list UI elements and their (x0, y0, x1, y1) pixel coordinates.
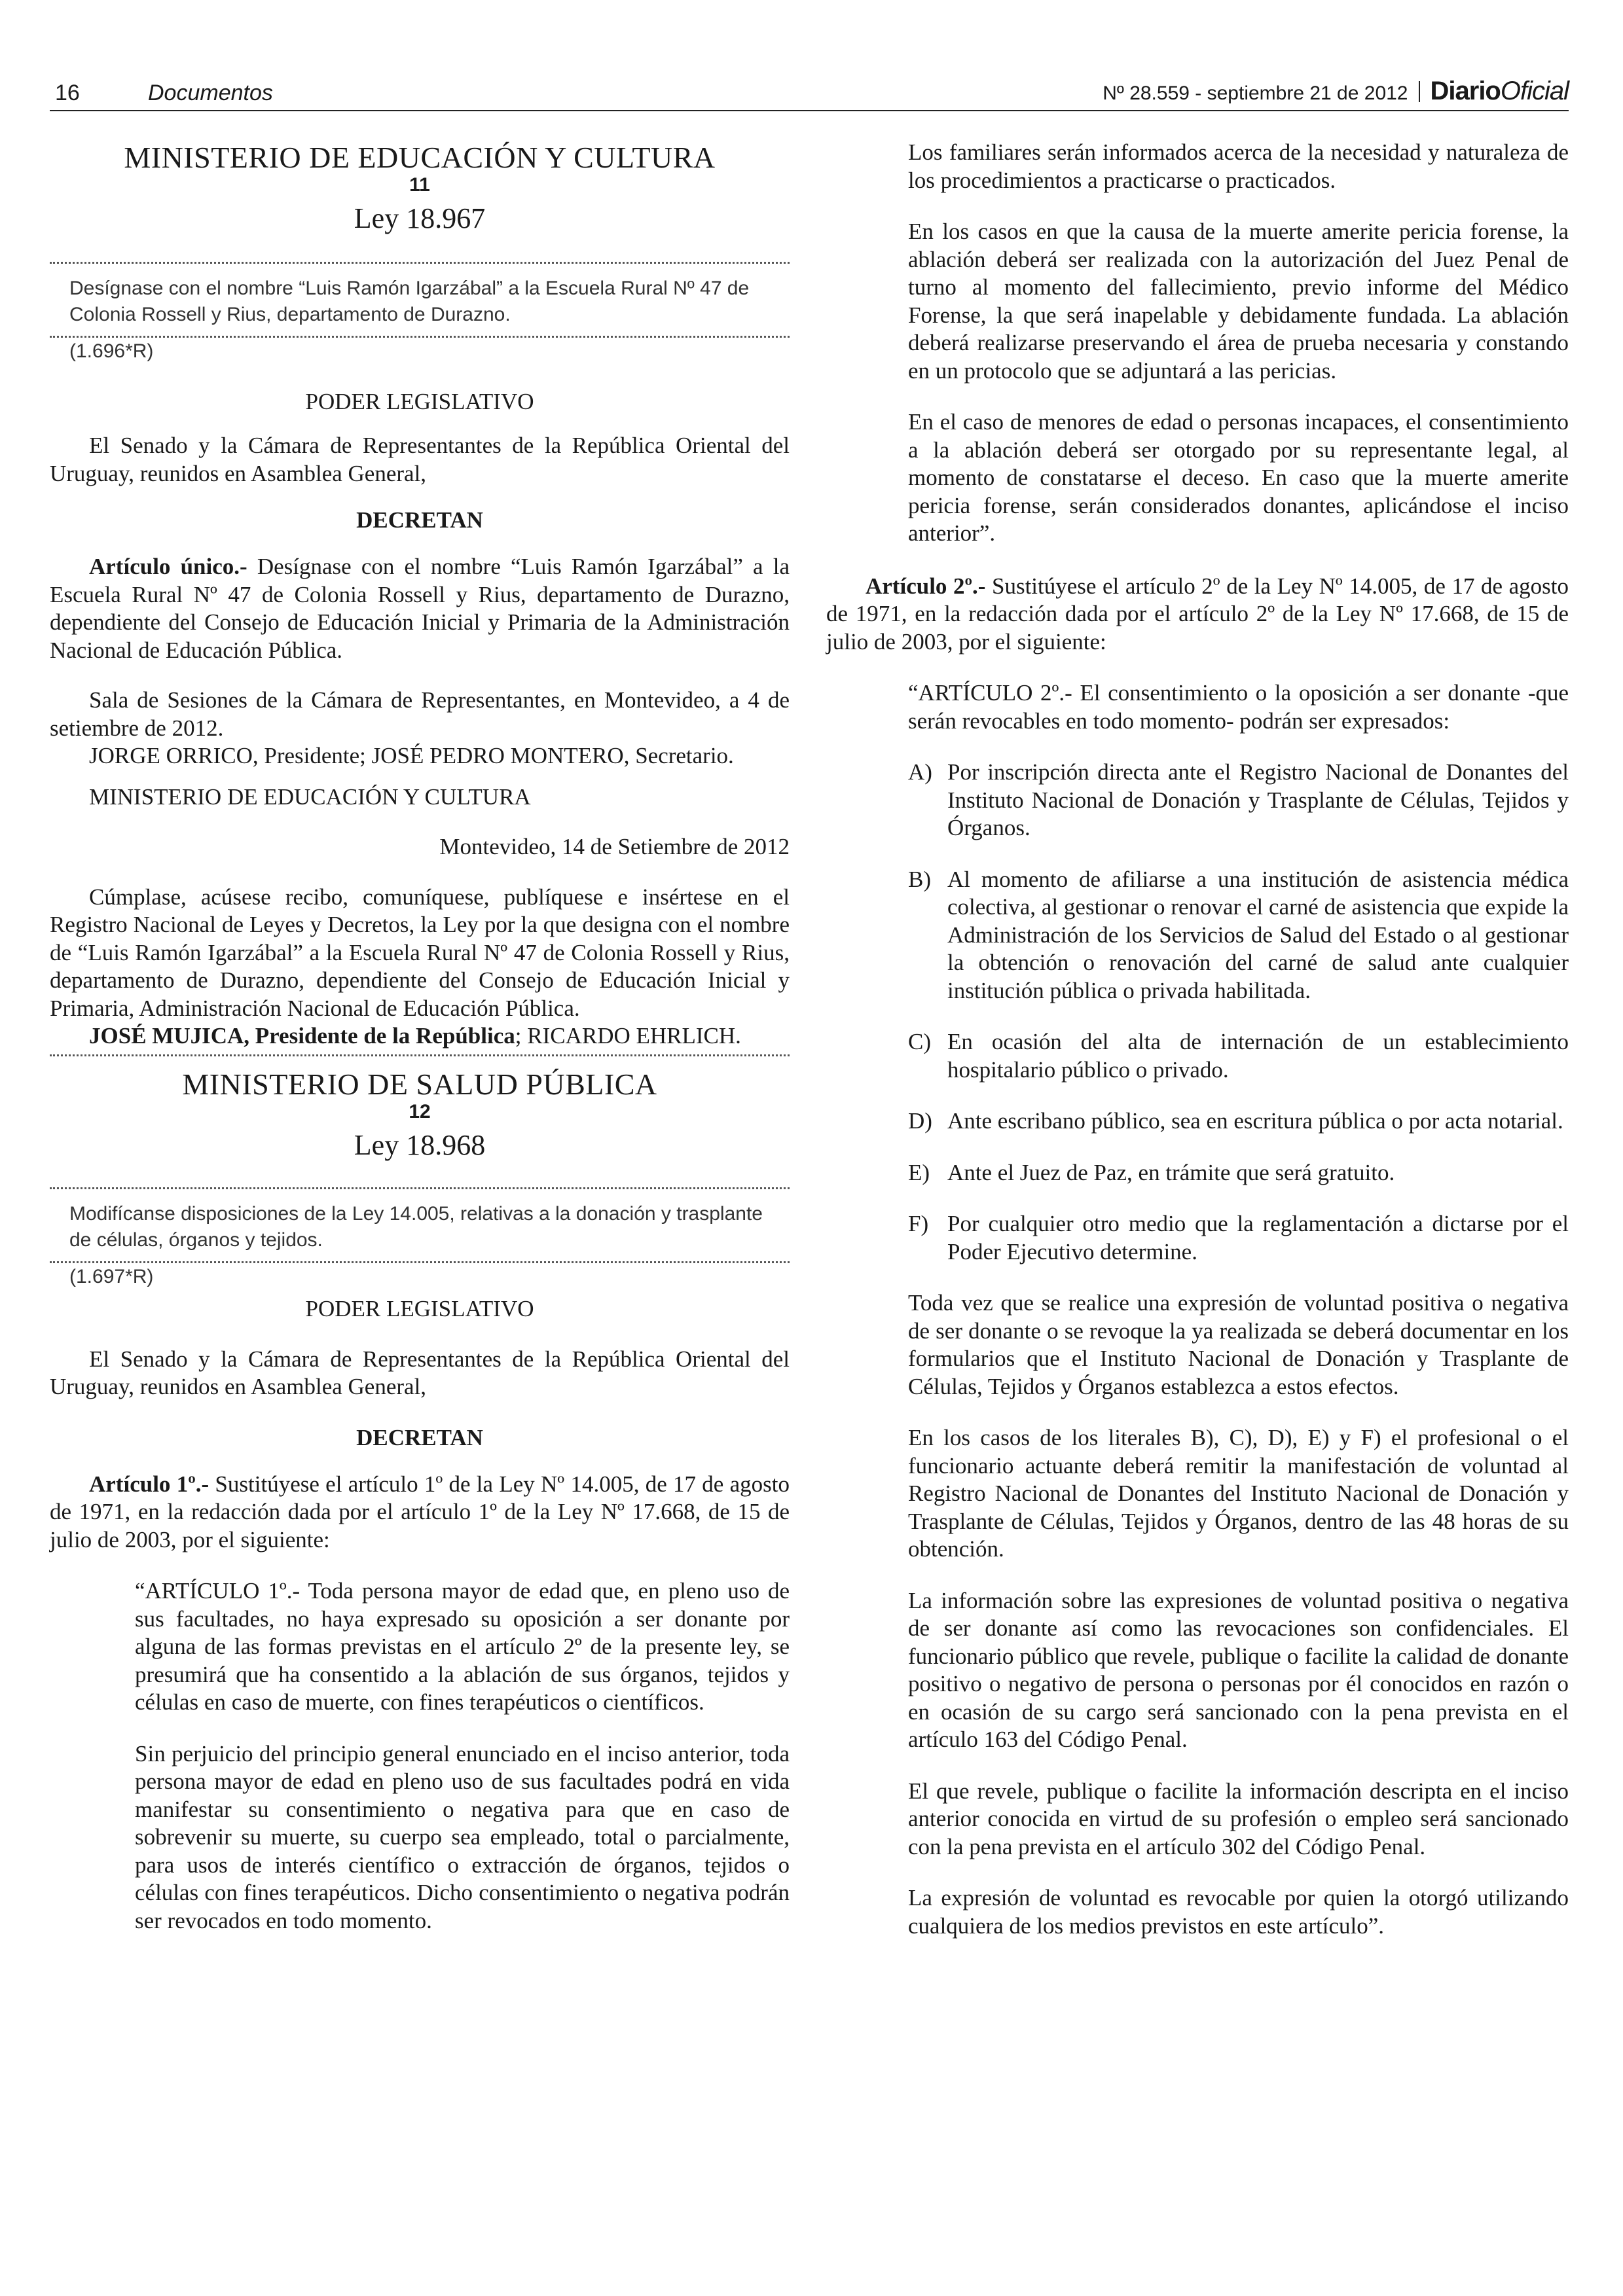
issue-info (1103, 77, 1569, 106)
quote-paragraph: En los casos de los literales B), C), D), E) y F) el profesional o el funcionario actuante deberá remitir la manifestación de voluntad al Registro Nacional de Donantes del Instituto Nacional de Donación y Trasplante de Células, Tejidos y Órganos, dentro de las 48 horas de su obtención. (908, 1425, 1569, 1562)
list-item (908, 1107, 1569, 1136)
left-column (50, 131, 790, 1935)
brand-logo-italic: Oficial (1500, 77, 1569, 105)
law-sequence-number: 12 (409, 1100, 431, 1122)
decretan-heading: DECRETAN (356, 1424, 483, 1450)
right-column (826, 131, 1569, 1940)
law-18968-section (50, 1068, 790, 1935)
article-2-quote (826, 679, 1569, 1940)
list-item-label: B) (908, 866, 931, 892)
article-1 (50, 1471, 790, 1554)
list-item-label: D) (908, 1108, 932, 1134)
preamble: El Senado y la Cámara de Representantes de la República Oriental del Uruguay, reunidos en Asamblea General, (50, 433, 790, 486)
article-2 (826, 573, 1569, 656)
preamble: El Senado y la Cámara de Representantes de la República Oriental del Uruguay, reunidos en Asamblea General, (50, 1346, 790, 1399)
ministry-footer: MINISTERIO DE EDUCACIÓN Y CULTURA (89, 783, 531, 810)
legislative-power-heading: PODER LEGISLATIVO (305, 389, 534, 414)
session-signers: JORGE ORRICO, Presidente; JOSÉ PEDRO MONTERO, Secretario. (89, 743, 734, 768)
quote-paragraph: Sin perjuicio del principio general enunciado en el inciso anterior, toda persona mayor de edad en pleno uso de sus facultades podrá en vida manifestar su consentimiento o negativa para que en caso de sobrevenir su muerte, su cuerpo sea empleado, total o parcialmente, para usos de interés científico o extracción de órganos, tejidos o células con fines terapéuticos. Dicho consentimiento o negativa podrán ser revocados en todo momento. (135, 1740, 790, 1933)
law-summary-box (50, 1187, 790, 1263)
article-text: Desígnase con el nombre “Luis Ramón Igarzábal” a la Escuela Rural Nº 47 de Colonia Rossell y Rius, departamento de Durazno, dependiente del Consejo de Educación Inicial y Primaria de la Administración Nacional de Educación Pública. (50, 554, 790, 663)
article-label: Artículo 1º.- (89, 1471, 210, 1497)
quote-paragraph: “ARTÍCULO 1º.- Toda persona mayor de edad que, en pleno uso de sus facultades, no haya expresado su oposición a ser donante por alguna de las formas previstas en el artículo 2º de la presente ley, se presumirá que ha consentido a la ablación de sus órganos, tejidos y células en caso de muerte, con fines terapéuticos o científicos. (135, 1578, 790, 1715)
law-name: Ley 18.968 (354, 1128, 486, 1161)
article-text: Sustitúyese el artículo 2º de la Ley Nº 14.005, de 17 de agosto de 1971, en la redacción dada por el artículo 2º de la Ley Nº 17.668, de 15 de julio de 2003, por el siguiente: (826, 573, 1569, 655)
law-summary-box (50, 262, 790, 338)
list-item-text: Por cualquier otro medio que la reglamentación a dictarse por el Poder Ejecutivo determine. (947, 1211, 1569, 1265)
law-code: (1.697*R) (69, 1265, 154, 1287)
quote-intro: “ARTÍCULO 2º.- El consentimiento o la oposición a ser donante -que serán revocables en todo momento- podrán ser expresados: (908, 680, 1569, 734)
article-unique (50, 553, 790, 664)
article-1-quote (50, 1577, 790, 1935)
list-item (908, 1159, 1569, 1187)
list-item-text: Ante escribano público, sea en escritura pública o por acta notarial. (947, 1108, 1563, 1134)
law-summary: Desígnase con el nombre “Luis Ramón Igarzábal” a la Escuela Rural Nº 47 de Colonia Rossell y Rius, departamento de Durazno. (69, 278, 750, 325)
header-separator (1419, 81, 1420, 102)
list-item-label: C) (908, 1029, 931, 1054)
issue-date: Nº 28.559 - septiembre 21 de 2012 (1103, 82, 1408, 104)
section-divider (50, 1054, 790, 1056)
legislative-power-heading: PODER LEGISLATIVO (305, 1295, 534, 1321)
law-code: (1.696*R) (69, 340, 154, 362)
page-header (50, 73, 1569, 111)
session-note: Sala de Sesiones de la Cámara de Representantes, en Montevideo, a 4 de setiembre de 2012. (50, 687, 790, 741)
quote-paragraph: La información sobre las expresiones de voluntad positiva o negativa de ser donante así como las revocaciones son confidenciales. El funcionario público que revele, publique o facilite la calidad de donante positivo o negativo de persona o personas por él conocidos en razón o en ocasión de su cargo será sancionado con la pena prevista en el artículo 163 del Código Penal. (908, 1587, 1569, 1752)
law-summary: Modifícanse disposiciones de la Ley 14.005, relativas a la donación y trasplante de células, órganos y tejidos. (69, 1202, 763, 1251)
quote-paragraph: En el caso de menores de edad o personas incapaces, el consentimiento a la ablación deberá ser otorgado por su representante legal, al momento de constatarse el deceso. En caso que la muerte amerite pericia forense, serán considerados donantes, aplicándose el inciso anterior”. (908, 409, 1569, 546)
list-item-text: Por inscripción directa ante el Registro Nacional de Donantes del Instituto Nacional de Donación y Trasplante de Células, Tejidos y Órganos. (947, 759, 1569, 840)
ministry-title: MINISTERIO DE EDUCACIÓN Y CULTURA (124, 141, 716, 174)
list-item (908, 1028, 1569, 1084)
promulgation-signers (50, 1022, 790, 1050)
list-item-text: Ante el Juez de Paz, en trámite que será gratuito. (947, 1159, 1395, 1185)
list-item (908, 1210, 1569, 1266)
quote-paragraph: El que revele, publique o facilite la información descripta en el inciso anterior conocida en virtud de su profesión o empleo será sancionado con la pena prevista en el artículo 302 del Código Penal. (908, 1778, 1569, 1859)
president-signature: JOSÉ MUJICA, Presidente de la República (89, 1023, 515, 1049)
quote-paragraph: Los familiares serán informados acerca de la necesidad y naturaleza de los procedimientos a practicarse o practicados. (908, 139, 1569, 193)
law-name: Ley 18.967 (354, 202, 486, 234)
article-text: Sustitúyese el artículo 1º de la Ley Nº 14.005, de 17 de agosto de 1971, en la redacción dada por el artículo 1º de la Ley Nº 17.668, de 15 de julio de 2003, por el siguiente: (50, 1471, 790, 1552)
brand-logo-bold: Diario (1430, 77, 1501, 105)
article-label: Artículo 2º.- (866, 573, 986, 599)
article-1-quote-continued (826, 139, 1569, 548)
promulgation-text: Cúmplase, acúsese recibo, comuníquese, publíquese e insértese en el Registro Nacional de Leyes y Decretos, la Ley por la que designa con el nombre de “Luis Ramón Igarzábal” a la Escuela Rural Nº 47 de Colonia Rossell y Rius, departamento de Durazno, dependiente del Consejo de Educación Inicial y Primaria, Administración Nacional de Educación Pública. (50, 884, 790, 1021)
page-number: 16 (55, 81, 80, 105)
quote-paragraph: En los casos en que la causa de la muerte amerite pericia forense, la ablación deberá ser realizada con la autorización del Juez Penal de turno al momento del fallecimiento, previo informe del Médico Forense, la que será inapelable y debidamente fundada. La ablación deberá realizarse preservando el área de prueba necesaria y constando en un protocolo que se adjuntará a las pericias. (908, 219, 1569, 384)
list-item-text: Al momento de afiliarse a una institución de asistencia médica colectiva, al gestionar o renovar el carné de asistencia que expide la Administración de los Servicios de Salud del Estado o al gestionar la obtención o renovación del carné de salud ante cualquier institución pública o privada habilitada. (947, 866, 1569, 1003)
section-title: Documentos (148, 81, 273, 105)
ministry-title: MINISTERIO DE SALUD PÚBLICA (182, 1067, 657, 1101)
date-place: Montevideo, 14 de Setiembre de 2012 (439, 834, 790, 859)
quote-paragraph: Toda vez que se realice una expresión de voluntad positiva o negativa de ser donante o se revoque la ya realizada se deberá documentar en los formularios que el Instituto Nacional de Donación y Trasplante de Células, Tejidos y Órganos establezca a estos efectos. (908, 1290, 1569, 1399)
list-item (908, 866, 1569, 1005)
list-item-label: E) (908, 1159, 930, 1185)
law-sequence-number: 11 (409, 174, 430, 196)
law-18967-section (50, 141, 790, 1056)
article-label: Artículo único.- (89, 554, 247, 579)
list-item (908, 759, 1569, 842)
minister-signature: ; RICARDO EHRLICH. (515, 1023, 741, 1049)
decretan-heading: DECRETAN (356, 507, 483, 533)
list-item-text: En ocasión del alta de internación de un establecimiento hospitalario público o privado. (947, 1029, 1569, 1083)
list-item-label: F) (908, 1211, 929, 1236)
quote-paragraph: La expresión de voluntad es revocable por quien la otorgó utilizando cualquiera de los medios previstos en este artículo”. (908, 1885, 1569, 1939)
list-item-label: A) (908, 759, 932, 785)
